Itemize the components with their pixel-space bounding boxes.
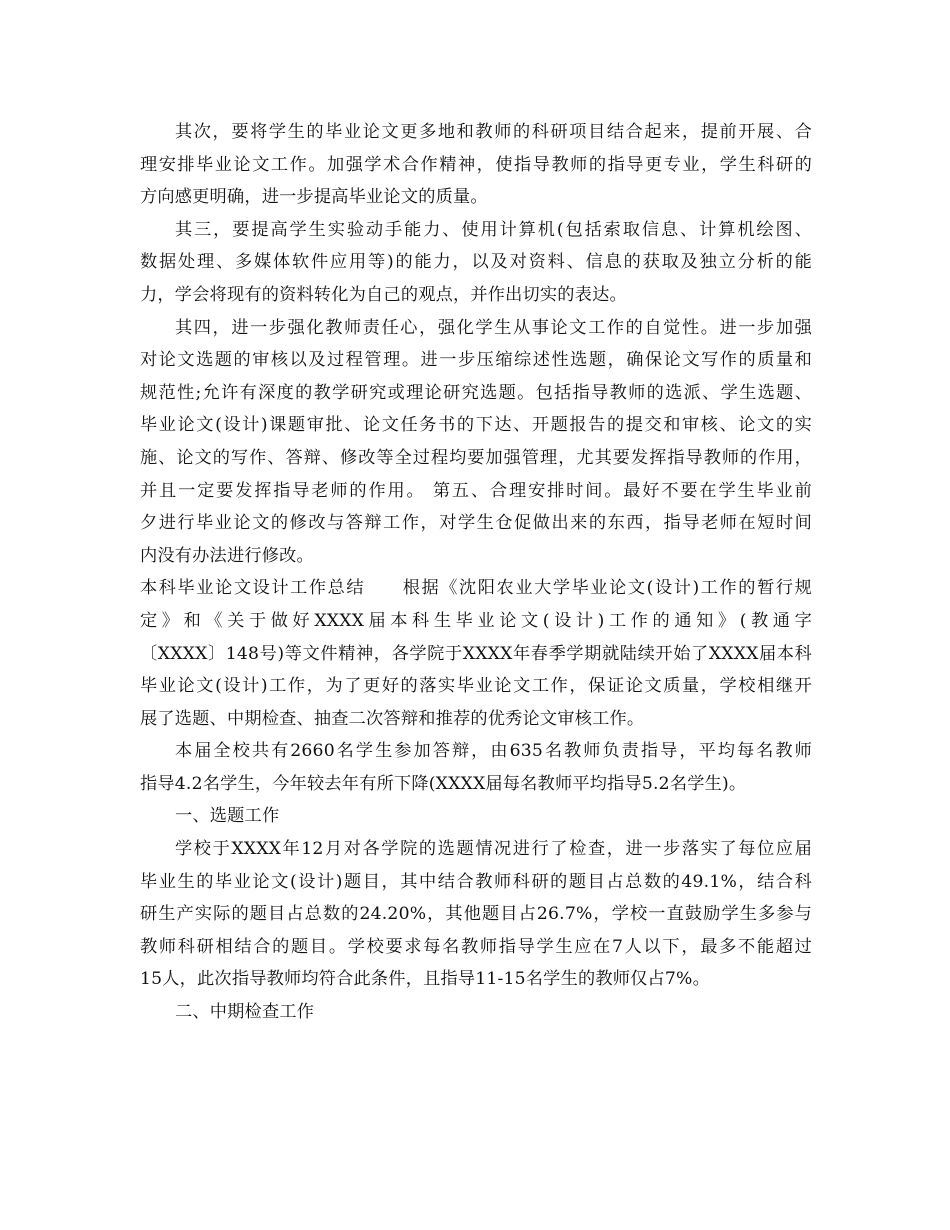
paragraph-line: 其三，要提高学生实验动手能力、使用计算机(包括索取信息、计算机绘图、 <box>175 219 812 240</box>
paragraph-line: 毕业论文(设计)课题审批、论文任务书的下达、开题报告的提交和审核、论文的实 <box>140 415 812 436</box>
paragraph-line: 规范性;允许有深度的教学研究或理论研究选题。包括指导教师的选派、学生选题、 <box>140 382 812 403</box>
paragraph-line: 数据处理、多媒体软件应用等)的能力，以及对资料、信息的获取及独立分析的能 <box>140 252 812 273</box>
document-body <box>140 116 812 1029</box>
paragraph-line: 毕业生的毕业论文(设计)题目，其中结合教师科研的题目占总数的49.1%，结合科 <box>140 871 812 892</box>
paragraph-line: 指导4.2名学生，今年较去年有所下降(XXXX届每名教师平均指导5.2名学生)。 <box>140 773 747 794</box>
paragraph-line: 本科毕业论文设计工作总结 根据《沈阳农业大学毕业论文(设计)工作的暂行规 <box>140 578 812 599</box>
paragraph-line: 施、论文的写作、答辩、修改等全过程均要加强管理，尤其要发挥指导教师的作用， <box>140 447 812 468</box>
paragraph-line: 理安排毕业论文工作。加强学术合作精神，使指导教师的指导更专业，学生科研的 <box>140 154 812 175</box>
paragraph-line: 〔XXXX〕148号)等文件精神，各学院于XXXX年春季学期就陆续开始了XXXX届本科 <box>140 643 812 664</box>
paragraph-line: 力，学会将现有的资料转化为自己的观点，并作出切实的表达。 <box>140 284 627 305</box>
section-heading: 二、中期检查工作 <box>175 1002 315 1023</box>
paragraph-line: 并且一定要发挥指导老师的作用。 第五、合理安排时间。最好不要在学生毕业前 <box>140 480 812 501</box>
paragraph-line: 其次，要将学生的毕业论文更多地和教师的科研项目结合起来，提前开展、合 <box>175 122 812 142</box>
paragraph-line: 定》和《关于做好XXXX届本科生毕业论文(设计)工作的通知》(教通字 <box>140 610 812 631</box>
paragraph-line: 15人，此次指导教师均符合此条件，且指导11-15名学生的教师仅占7%。 <box>140 969 710 990</box>
paragraph-line: 毕业论文(设计)工作，为了更好的落实毕业论文工作，保证论文质量，学校相继开 <box>140 676 812 697</box>
paragraph-line: 研生产实际的题目占总数的24.20%，其他题目占26.7%，学校一直鼓励学生多参与 <box>140 904 812 925</box>
paragraph-line: 教师科研相结合的题目。学校要求每名教师指导学生应在7人以下，最多不能超过 <box>140 936 812 957</box>
paragraph-line: 夕进行毕业论文的修改与答辩工作，对学生仓促做出来的东西，指导老师在短时间 <box>140 513 812 534</box>
section-heading: 一、选题工作 <box>175 806 280 827</box>
paragraph-line: 方向感更明确，进一步提高毕业论文的质量。 <box>140 187 488 208</box>
paragraph-line: 展了选题、中期检查、抽查二次答辩和推荐的优秀论文审核工作。 <box>140 708 645 729</box>
paragraph-line: 本届全校共有2660名学生参加答辩，由635名教师负责指导，平均每名教师 <box>175 741 812 762</box>
paragraph-line: 内没有办法进行修改。 <box>140 545 314 566</box>
paragraph-line: 其四，进一步强化教师责任心，强化学生从事论文工作的自觉性。进一步加强 <box>175 317 812 338</box>
paragraph-line: 对论文选题的审核以及过程管理。进一步压缩综述性选题，确保论文写作的质量和 <box>140 350 812 371</box>
paragraph-line: 学校于XXXX年12月对各学院的选题情况进行了检查，进一步落实了每位应届 <box>175 839 812 860</box>
